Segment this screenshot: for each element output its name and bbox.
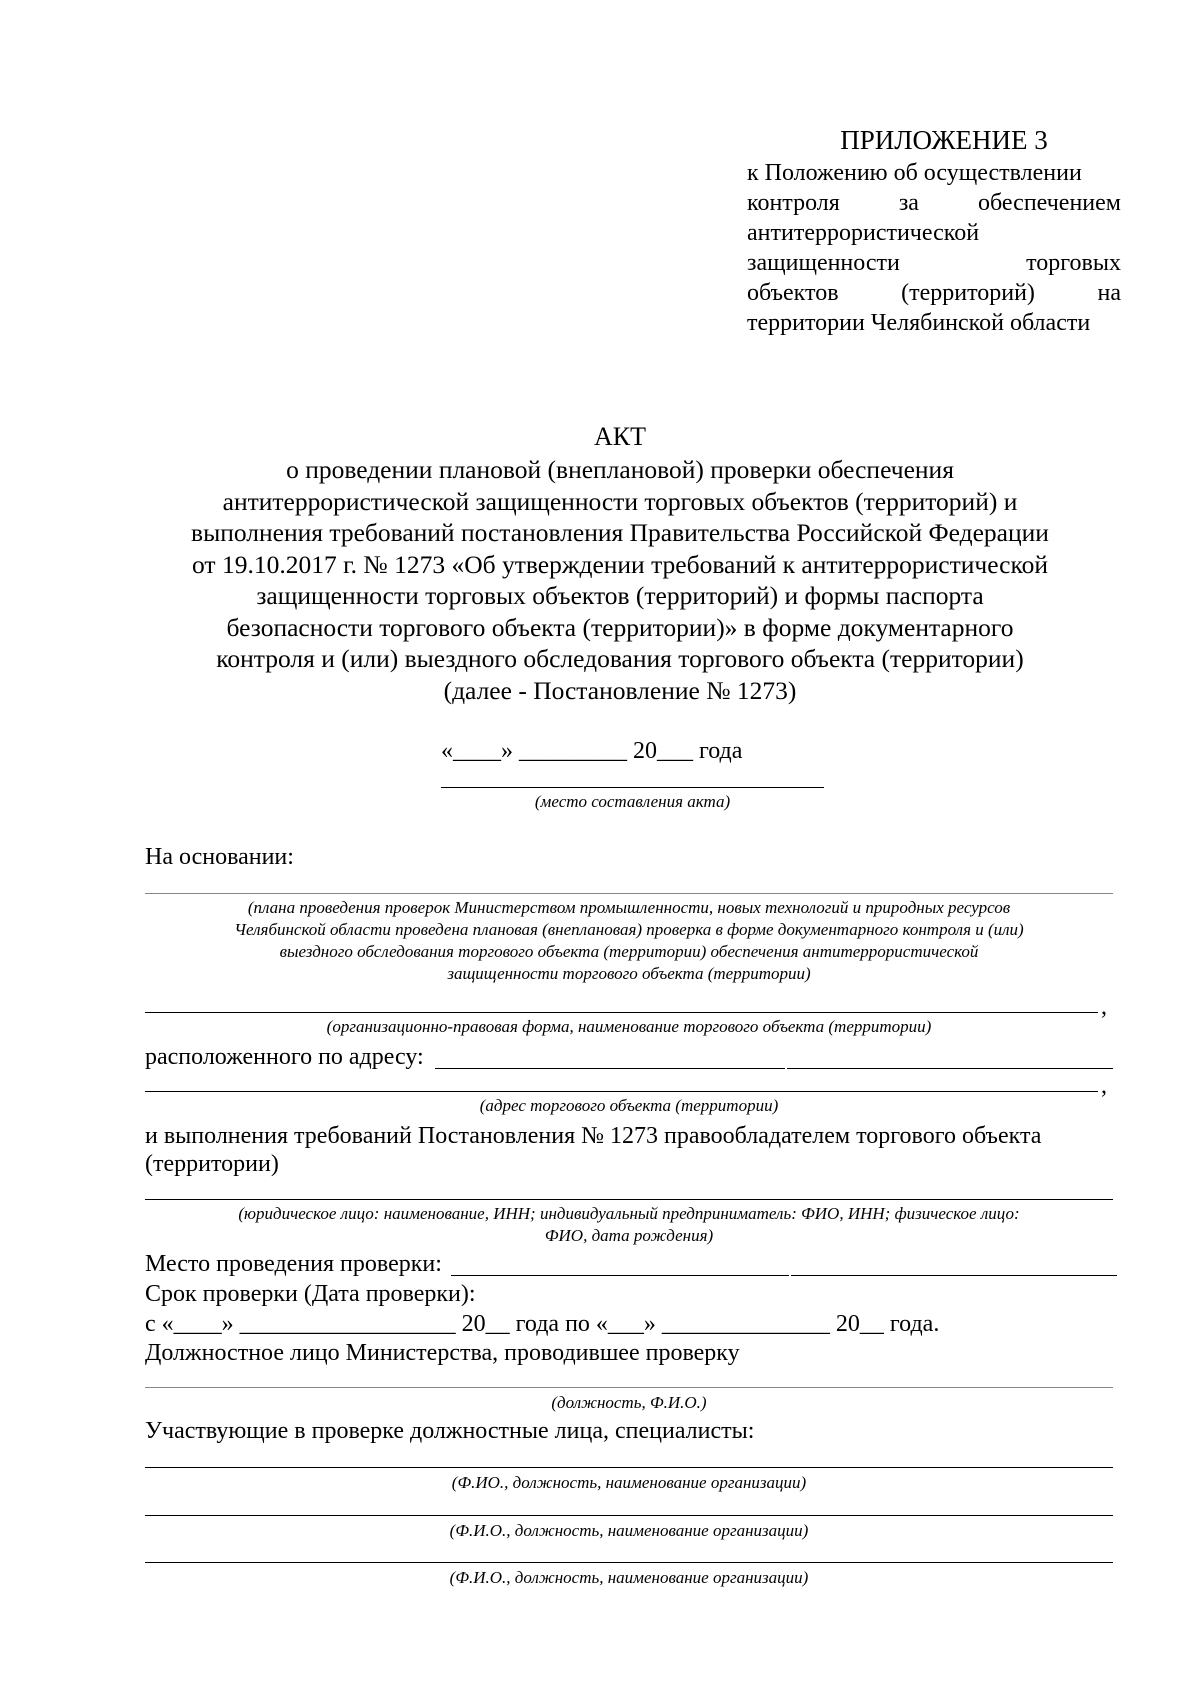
address-comma: , bbox=[1101, 1073, 1107, 1099]
act-title: АКТ bbox=[594, 422, 646, 451]
appendix-line bbox=[747, 278, 1121, 308]
organization-comma: , bbox=[1101, 994, 1107, 1020]
term-line: с «____» __________________ 20__ года по «___» ______________ 20__ года. bbox=[145, 1311, 940, 1337]
act-subtitle-line: выполнения требований постановления Правительства Российской Федерации bbox=[191, 518, 1049, 547]
appendix-word: к Положению об осуществлении bbox=[747, 160, 1082, 186]
appendix-word: контроля bbox=[747, 190, 840, 216]
participant-caption-3: (Ф.И.О., должность, наименование организации) bbox=[449, 1568, 809, 1587]
participant-line-3[interactable] bbox=[145, 1562, 1113, 1563]
address-line-1[interactable] bbox=[435, 1068, 785, 1069]
basis-label: На основании: bbox=[145, 844, 294, 870]
address-caption: (адрес торгового объекта (территории) bbox=[479, 1096, 779, 1115]
appendix-line bbox=[747, 308, 1121, 338]
basis-caption bbox=[145, 897, 1113, 985]
address-label: расположенного по адресу: bbox=[145, 1044, 424, 1070]
inspection-place-label: Место проведения проверки: bbox=[145, 1251, 442, 1277]
appendix-word: объектов bbox=[747, 280, 839, 306]
basis-caption-line: защищенности торгового объекта (территории) bbox=[447, 964, 811, 983]
official-caption: (должность, Ф.И.О.) bbox=[551, 1393, 707, 1412]
term-label: Срок проверки (Дата проверки): bbox=[145, 1281, 476, 1307]
date-line: «____» _________ 20___ года bbox=[441, 738, 743, 764]
participant-caption-2: (Ф.И.О., должность, наименование организации) bbox=[449, 1521, 809, 1540]
appendix-word: обеспечением bbox=[978, 190, 1121, 216]
organization-line[interactable] bbox=[145, 1012, 1098, 1013]
appendix-heading: ПРИЛОЖЕНИЕ 3 bbox=[840, 125, 1048, 155]
act-subtitle-line: безопасности торгового объекта (территории)» в форме документарного bbox=[226, 612, 1014, 642]
participants-label: Участвующие в проверке должностные лица, специалисты: bbox=[145, 1418, 755, 1444]
owner-line[interactable] bbox=[145, 1199, 1113, 1200]
appendix-word: торговых bbox=[1026, 250, 1121, 276]
appendix-line bbox=[747, 218, 1121, 248]
act-subtitle bbox=[140, 454, 1100, 705]
appendix-line bbox=[747, 188, 1121, 218]
owner-caption-line: (юридическое лицо: наименование, ИНН; индивидуальный предприниматель: ФИО, ИНН; физическое лицо: bbox=[238, 1204, 1020, 1223]
participant-line-1[interactable] bbox=[145, 1467, 1113, 1468]
inspection-place-line-2[interactable] bbox=[791, 1275, 1117, 1276]
basis-caption-line: (плана проведения проверок Министерством промышленности, новых технологий и природных ресурсов bbox=[247, 898, 1011, 917]
organization-caption: (организационно-правовая форма, наименование торгового объекта (территории) bbox=[326, 1017, 932, 1036]
owner-caption bbox=[145, 1203, 1113, 1247]
basis-caption-line: Челябинской области проведена плановая (внеплановая) проверка в форме документарного контроля и (или) bbox=[234, 920, 1024, 939]
appendix-word: (территорий) bbox=[901, 280, 1035, 306]
basis-caption-line: выездного обследования торгового объекта (территории) обеспечения антитеррористической bbox=[279, 942, 979, 961]
place-caption: (место составления акта) bbox=[534, 792, 731, 811]
appendix-block bbox=[747, 122, 1121, 338]
appendix-word: защищенности bbox=[747, 250, 900, 276]
appendix-lines bbox=[747, 158, 1121, 338]
act-subtitle-line: от 19.10.2017 г. № 1273 «Об утверждении требований к антитеррористической bbox=[192, 549, 1048, 579]
act-title-block bbox=[140, 420, 1100, 705]
address-line-2[interactable] bbox=[787, 1068, 1113, 1069]
act-subtitle-line: защищенности торговых объектов (территорий) и формы паспорта bbox=[256, 581, 984, 610]
appendix-word: антитеррористической bbox=[747, 220, 980, 246]
appendix-word: за bbox=[898, 190, 919, 216]
participant-caption-1: (Ф.ИО., должность, наименование организации) bbox=[451, 1473, 807, 1492]
act-subtitle-line: контроля и (или) выездного обследования торгового объекта (территории) bbox=[216, 644, 1024, 673]
act-subtitle-line: (далее - Постановление № 1273) bbox=[443, 675, 797, 705]
place-line[interactable] bbox=[441, 787, 824, 788]
appendix-line bbox=[747, 248, 1121, 278]
appendix-word: на bbox=[1097, 280, 1121, 306]
requirements-line: и выполнения требований Постановления № 1273 правообладателем торгового объекта bbox=[145, 1123, 1042, 1149]
inspection-place-line-1[interactable] bbox=[451, 1275, 789, 1276]
act-subtitle-line: антитеррористической защищенности торговых объектов (территорий) и bbox=[222, 486, 1018, 516]
requirements-line: (территории) bbox=[145, 1151, 279, 1177]
address-line-3[interactable] bbox=[145, 1091, 1098, 1092]
basis-line[interactable] bbox=[145, 893, 1113, 894]
requirements-text bbox=[145, 1122, 1041, 1178]
participant-line-2[interactable] bbox=[145, 1515, 1113, 1516]
appendix-word: территории Челябинской области bbox=[747, 310, 1091, 336]
owner-caption-line: ФИО, дата рождения) bbox=[544, 1226, 714, 1245]
appendix-line bbox=[747, 158, 1121, 188]
official-label: Должностное лицо Министерства, проводившее проверку bbox=[145, 1340, 740, 1366]
official-line[interactable] bbox=[145, 1387, 1113, 1388]
act-subtitle-line: о проведении плановой (внеплановой) проверки обеспечения bbox=[286, 455, 954, 484]
